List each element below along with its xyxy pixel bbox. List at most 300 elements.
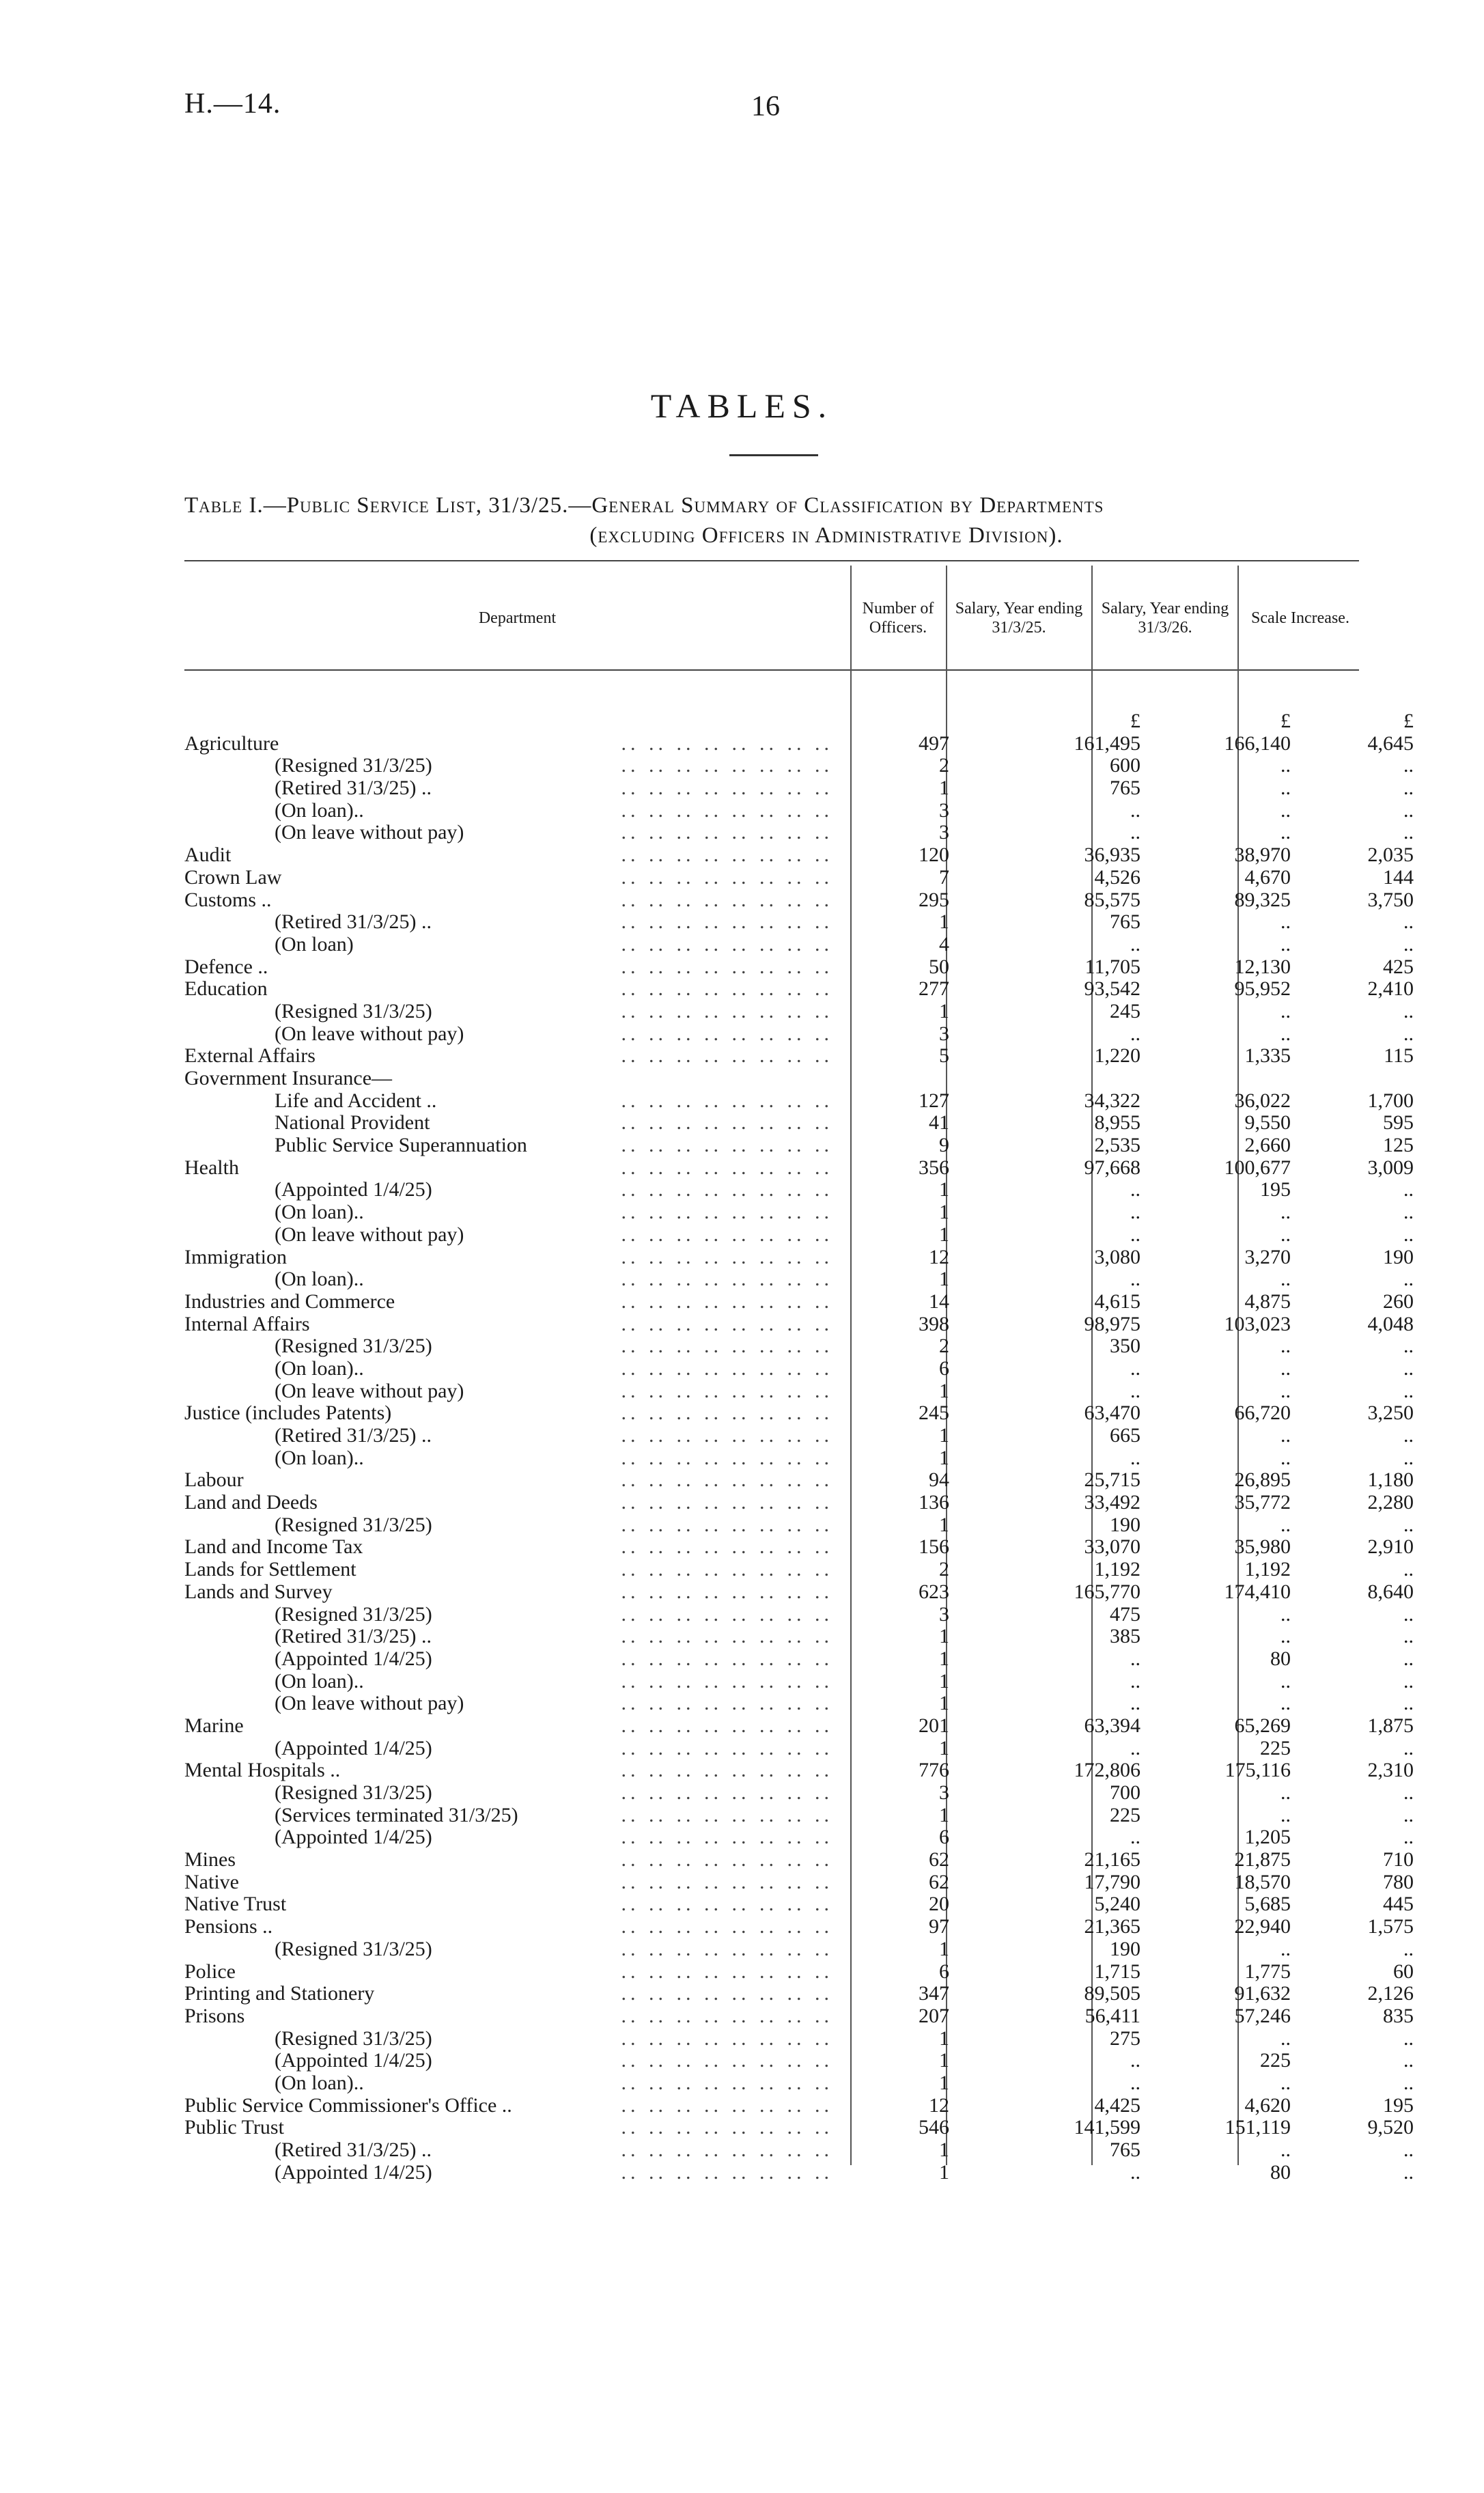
salary-25-cell: 63,394	[1084, 1714, 1140, 1737]
officers-cell: 1	[939, 1424, 949, 1447]
increase-cell: 835	[1383, 2004, 1414, 2027]
header-salary-25: Salary, Year ending 31/3/25.	[955, 600, 1083, 637]
page-reference: H.—14.	[184, 88, 281, 120]
leader-dots: .. .. .. .. .. .. .. ..	[621, 2117, 833, 2139]
salary-25-cell: 36,935	[1084, 844, 1140, 867]
officers-cell: 136	[919, 1491, 949, 1514]
department-label: (Resigned 31/3/25) .. .. .. .. .. .. .. ..	[275, 1782, 833, 1804]
increase-cell: ..	[1403, 1669, 1414, 1693]
header-increase: Scale Increase.	[1251, 609, 1349, 627]
salary-26-cell: 9,550	[1244, 1111, 1291, 1134]
increase-cell: ..	[1403, 1178, 1414, 1201]
department-label: (Resigned 31/3/25) .. .. .. .. .. .. .. ..	[275, 1514, 833, 1536]
table-row	[184, 1335, 1414, 1358]
salary-26-cell: ..	[1280, 1335, 1291, 1358]
increase-cell: ..	[1403, 1826, 1414, 1849]
increase-cell: ..	[1403, 1513, 1414, 1536]
salary-25-cell: ..	[1130, 1379, 1140, 1402]
salary-26-cell: 21,875	[1234, 1848, 1291, 1871]
salary-26-cell: ..	[1280, 1446, 1291, 1469]
salary-25-cell: 34,322	[1084, 1089, 1140, 1112]
department-label: (Appointed 1/4/25) .. .. .. .. .. .. .. ..	[275, 1647, 833, 1670]
salary-26-cell: 80	[1270, 2160, 1291, 2184]
department-label: Public Service Commissioner's Office .. .. .. .. .. .. .. .. ..	[184, 2094, 833, 2117]
officers-cell: 12	[929, 2093, 949, 2117]
leader-dots: .. .. .. .. .. .. .. ..	[621, 1536, 833, 1559]
leader-dots: .. .. .. .. .. .. .. ..	[621, 1357, 833, 1380]
salary-25-cell: 2,535	[1094, 1134, 1140, 1157]
salary-25-cell: 63,470	[1084, 1402, 1140, 1425]
table-row	[184, 2139, 1414, 2162]
salary-25-cell: 25,715	[1084, 1468, 1140, 1492]
increase-cell: ..	[1403, 1602, 1414, 1626]
increase-cell: ..	[1403, 1736, 1414, 1759]
department-label: Lands for Settlement .. .. .. .. .. .. .. ..	[184, 1559, 833, 1581]
unit-increase: £	[1403, 710, 1414, 732]
department-label: (On leave without pay) .. .. .. .. .. .. .. ..	[275, 1693, 833, 1715]
salary-25-cell: 161,495	[1074, 732, 1140, 755]
table-row	[184, 821, 1414, 844]
leader-dots: .. .. .. .. .. .. .. ..	[621, 1268, 833, 1291]
table-row	[184, 999, 1414, 1023]
department-label: (Retired 31/3/25) .. .. .. .. .. .. .. .. ..	[275, 911, 833, 934]
department-label: National Provident .. .. .. .. .. .. .. ..	[275, 1112, 833, 1134]
leader-dots: .. .. .. .. .. .. .. ..	[621, 1983, 833, 2005]
officers-cell: 41	[929, 1111, 949, 1134]
department-label: (Retired 31/3/25) .. .. .. .. .. .. .. .. ..	[275, 2139, 833, 2161]
salary-25-cell: 765	[1110, 777, 1140, 800]
leader-dots: .. .. .. .. .. .. .. ..	[621, 1759, 833, 1782]
table-body	[184, 710, 1414, 2184]
salary-25-cell: ..	[1130, 1022, 1140, 1045]
salary-25-cell: ..	[1130, 1201, 1140, 1224]
officers-cell: 1	[939, 1625, 949, 1648]
increase-cell: 3,009	[1367, 1156, 1414, 1179]
officers-cell: 1	[939, 2139, 949, 2161]
increase-cell: ..	[1403, 1356, 1414, 1380]
officers-cell: 97	[929, 1915, 949, 1938]
page-number: 16	[751, 91, 780, 122]
salary-26-cell: ..	[1280, 999, 1291, 1022]
salary-25-cell: ..	[1130, 1826, 1140, 1849]
leader-dots: .. .. .. .. .. .. .. ..	[621, 777, 833, 800]
officers-cell: 1	[939, 1201, 949, 1224]
salary-26-cell: 4,670	[1244, 865, 1291, 889]
leader-dots: .. .. .. .. .. .. .. ..	[621, 1737, 833, 1759]
table-row	[184, 1781, 1414, 1805]
leader-dots: .. .. .. .. .. .. .. ..	[621, 2094, 833, 2117]
department-label: (Services terminated 31/3/25) .. .. .. .. .. .. .. ..	[275, 1804, 833, 1826]
leader-dots: .. .. .. .. .. .. .. ..	[621, 1469, 833, 1492]
salary-26-cell: 1,205	[1244, 1826, 1291, 1849]
department-label: Police .. .. .. .. .. .. .. ..	[184, 1960, 833, 1983]
increase-cell: ..	[1403, 1446, 1414, 1469]
table-row	[184, 888, 1414, 912]
table-row	[184, 1714, 1414, 1738]
leader-dots: .. .. .. .. .. .. .. ..	[621, 1826, 833, 1849]
table-row	[184, 2027, 1414, 2050]
increase-cell: ..	[1403, 932, 1414, 956]
officers-cell: 1	[939, 1268, 949, 1291]
increase-cell: ..	[1403, 1335, 1414, 1358]
officers-cell: 3	[939, 1022, 949, 1045]
increase-cell: 4,645	[1367, 732, 1414, 755]
leader-dots: .. .. .. .. .. .. .. ..	[621, 1223, 833, 1246]
department-label: Internal Affairs .. .. .. .. .. .. .. ..	[184, 1313, 833, 1335]
increase-cell: 195	[1383, 2093, 1414, 2117]
officers-cell: 4	[939, 932, 949, 956]
salary-25-cell: ..	[1130, 1446, 1140, 1469]
officers-cell: 20	[929, 1893, 949, 1916]
leader-dots: .. .. .. .. .. .. .. ..	[621, 1022, 833, 1045]
salary-26-cell: 195	[1260, 1178, 1291, 1201]
salary-25-cell: 765	[1110, 910, 1140, 934]
salary-26-cell: 26,895	[1234, 1468, 1291, 1492]
officers-cell: 3	[939, 1602, 949, 1626]
officers-cell: 5	[939, 1044, 949, 1068]
salary-26-cell: 5,685	[1244, 1893, 1291, 1916]
leader-dots: .. .. .. .. .. .. .. ..	[621, 844, 833, 867]
table-header-rule	[184, 669, 1359, 671]
leader-dots: .. .. .. .. .. .. .. ..	[621, 1580, 833, 1603]
officers-cell: 62	[929, 1870, 949, 1893]
leader-dots: .. .. .. .. .. .. .. ..	[621, 1626, 833, 1648]
leader-dots: .. .. .. .. .. .. .. ..	[621, 978, 833, 1001]
table-row	[184, 2071, 1414, 2095]
department-label: (Resigned 31/3/25) .. .. .. .. .. .. .. ..	[275, 1000, 833, 1022]
salary-25-cell: ..	[1130, 798, 1140, 822]
caption-line-2: (excluding Officers in Administrative Division).	[589, 523, 1063, 548]
salary-26-cell: ..	[1280, 754, 1291, 777]
department-label: Justice (includes Patents) .. .. .. .. .. .. .. ..	[184, 1402, 833, 1425]
salary-25-cell: 17,790	[1084, 1870, 1140, 1893]
table-row	[184, 1178, 1414, 1201]
table-row	[184, 1468, 1414, 1492]
salary-25-cell: ..	[1130, 1647, 1140, 1670]
department-label: Industries and Commerce .. .. .. .. .. .. .. ..	[184, 1290, 833, 1313]
table-row	[184, 2160, 1414, 2184]
table-row	[184, 1312, 1414, 1336]
table-row	[184, 1893, 1414, 1916]
salary-25-cell: 275	[1110, 2027, 1140, 2050]
increase-cell: 425	[1383, 955, 1414, 978]
salary-26-cell: 1,335	[1244, 1044, 1291, 1068]
officers-cell: 1	[939, 1669, 949, 1693]
department-label: (On leave without pay) .. .. .. .. .. .. .. ..	[275, 1223, 833, 1246]
row-list	[184, 732, 1414, 2184]
officers-cell: 3	[939, 798, 949, 822]
salary-26-cell: ..	[1280, 2027, 1291, 2050]
table-row	[184, 1111, 1414, 1134]
leader-dots: .. .. .. .. .. .. .. ..	[621, 2161, 833, 2184]
salary-26-cell: ..	[1280, 1625, 1291, 1648]
officers-cell: 1	[939, 2049, 949, 2072]
officers-cell: 14	[929, 1290, 949, 1313]
department-label: Native Trust .. .. .. .. .. .. .. ..	[184, 1893, 833, 1916]
increase-cell: 710	[1383, 1848, 1414, 1871]
table-row	[184, 1044, 1414, 1068]
salary-26-cell: 66,720	[1234, 1402, 1291, 1425]
salary-25-cell: ..	[1130, 2160, 1140, 2184]
department-label: (On loan) .. .. .. .. .. .. .. ..	[275, 933, 833, 956]
table-row	[184, 1826, 1414, 1849]
leader-dots: .. .. .. .. .. .. .. ..	[621, 889, 833, 911]
officers-cell: 347	[919, 1982, 949, 2005]
officers-cell: 94	[929, 1468, 949, 1492]
table-row	[184, 1759, 1414, 1782]
increase-cell: ..	[1403, 777, 1414, 800]
department-label: (Appointed 1/4/25) .. .. .. .. .. .. .. ..	[275, 1737, 833, 1759]
department-label: Agriculture .. .. .. .. .. .. .. ..	[184, 732, 833, 755]
salary-25-cell: 190	[1110, 1513, 1140, 1536]
increase-cell: 780	[1383, 1870, 1414, 1893]
increase-cell: 60	[1393, 1960, 1414, 1983]
leader-dots: .. .. .. .. .. .. .. ..	[621, 1246, 833, 1268]
salary-26-cell: 4,620	[1244, 2093, 1291, 2117]
salary-25-cell: 11,705	[1084, 955, 1140, 978]
table-row	[184, 1602, 1414, 1626]
table-row	[184, 1356, 1414, 1380]
table-row	[184, 1960, 1414, 1983]
table-row	[184, 977, 1414, 1001]
leader-dots: .. .. .. .. .. .. .. ..	[621, 1201, 833, 1224]
leader-dots: .. .. .. .. .. .. .. ..	[621, 1313, 833, 1335]
department-label: (On leave without pay) .. .. .. .. .. .. .. ..	[275, 822, 833, 844]
table-row	[184, 1937, 1414, 1961]
officers-cell: 156	[919, 1535, 949, 1559]
leader-dots: .. .. .. .. .. .. .. ..	[621, 2050, 833, 2072]
leader-dots: .. .. .. .. .. .. .. ..	[621, 1290, 833, 1313]
table-row	[184, 865, 1414, 889]
increase-cell: ..	[1403, 2071, 1414, 2094]
salary-25-cell: 98,975	[1084, 1312, 1140, 1335]
salary-26-cell: 1,192	[1244, 1558, 1291, 1581]
department-label: (Resigned 31/3/25) .. .. .. .. .. .. .. ..	[275, 755, 833, 777]
salary-26-cell: ..	[1280, 1692, 1291, 1715]
leader-dots: .. .. .. .. .. .. .. ..	[621, 1714, 833, 1737]
table-row	[184, 1669, 1414, 1693]
salary-25-cell: ..	[1130, 1356, 1140, 1380]
table-row	[184, 1848, 1414, 1871]
salary-26-cell: ..	[1280, 1424, 1291, 1447]
salary-26-cell: ..	[1280, 1268, 1291, 1291]
officers-cell: 2	[939, 754, 949, 777]
table-caption	[184, 490, 1359, 551]
unit-salary-26: £	[1280, 710, 1291, 732]
department-label: External Affairs .. .. .. .. .. .. .. ..	[184, 1045, 833, 1068]
officers-cell: 1	[939, 2071, 949, 2094]
department-label: Prisons .. .. .. .. .. .. .. ..	[184, 2005, 833, 2027]
leader-dots: .. .. .. .. .. .. .. ..	[621, 1156, 833, 1179]
increase-cell: 4,048	[1367, 1312, 1414, 1335]
unit-salary-25: £	[1130, 710, 1140, 732]
increase-cell: 2,910	[1367, 1535, 1414, 1559]
officers-cell: 356	[919, 1156, 949, 1179]
table-row	[184, 1268, 1414, 1291]
table-row	[184, 1535, 1414, 1559]
salary-26-cell: ..	[1280, 1803, 1291, 1826]
increase-cell: ..	[1403, 1803, 1414, 1826]
increase-cell: 2,280	[1367, 1491, 1414, 1514]
table-row	[184, 1223, 1414, 1246]
salary-26-cell: 166,140	[1224, 732, 1291, 755]
officers-cell: 6	[939, 1356, 949, 1380]
leader-dots: .. .. .. .. .. .. .. ..	[621, 1402, 833, 1425]
department-label: Health .. .. .. .. .. .. .. ..	[184, 1156, 833, 1179]
leader-dots: .. .. .. .. .. .. .. ..	[621, 1045, 833, 1068]
table-top-rule	[184, 560, 1359, 561]
salary-26-cell: 35,980	[1234, 1535, 1291, 1559]
officers-cell: 1	[939, 777, 949, 800]
increase-cell: 2,035	[1367, 844, 1414, 867]
officers-cell: 1	[939, 1937, 949, 1960]
leader-dots: .. .. .. .. .. .. .. ..	[621, 1804, 833, 1826]
officers-cell: 245	[919, 1402, 949, 1425]
salary-25-cell: ..	[1130, 1268, 1140, 1291]
table-row	[184, 2116, 1414, 2139]
salary-26-cell: ..	[1280, 1781, 1291, 1804]
increase-cell: ..	[1403, 2049, 1414, 2072]
increase-cell: ..	[1403, 754, 1414, 777]
units-row	[184, 710, 1414, 733]
officers-cell: 9	[939, 1134, 949, 1157]
officers-cell: 1	[939, 2160, 949, 2184]
officers-cell: 3	[939, 821, 949, 844]
department-label: (Appointed 1/4/25) .. .. .. .. .. .. .. ..	[275, 1826, 833, 1849]
salary-25-cell: ..	[1130, 1736, 1140, 1759]
salary-26-cell: 225	[1260, 1736, 1291, 1759]
leader-dots: .. .. .. .. .. .. .. ..	[621, 1447, 833, 1469]
header-salary-26: Salary, Year ending 31/3/26.	[1101, 600, 1229, 637]
department-label: Audit .. .. .. .. .. .. .. ..	[184, 844, 833, 867]
leader-dots: .. .. .. .. .. .. .. ..	[621, 933, 833, 956]
increase-cell: ..	[1403, 1379, 1414, 1402]
increase-cell: 2,126	[1367, 1982, 1414, 2005]
salary-26-cell: 65,269	[1234, 1714, 1291, 1737]
salary-26-cell: 12,130	[1234, 955, 1291, 978]
department-label: (Retired 31/3/25) .. .. .. .. .. .. .. .. ..	[275, 777, 833, 800]
leader-dots: .. .. .. .. .. .. .. ..	[621, 2027, 833, 2050]
increase-cell: 125	[1383, 1134, 1414, 1157]
increase-cell: 115	[1384, 1044, 1414, 1068]
officers-cell: 623	[919, 1580, 949, 1603]
salary-25-cell: 1,715	[1094, 1960, 1140, 1983]
department-label: Labour .. .. .. .. .. .. .. ..	[184, 1469, 833, 1492]
leader-dots: .. .. .. .. .. .. .. ..	[621, 2005, 833, 2027]
salary-25-cell: 21,365	[1084, 1915, 1140, 1938]
department-label: Land and Deeds .. .. .. .. .. .. .. ..	[184, 1492, 833, 1514]
salary-25-cell: 1,220	[1094, 1044, 1140, 1068]
officers-cell: 1	[939, 1178, 949, 1201]
salary-26-cell: ..	[1280, 1669, 1291, 1693]
salary-26-cell: ..	[1280, 1513, 1291, 1536]
salary-26-cell: ..	[1280, 1201, 1291, 1224]
leader-dots: .. .. .. .. .. .. .. ..	[621, 1492, 833, 1514]
salary-25-cell: 5,240	[1094, 1893, 1140, 1916]
leader-dots: .. .. .. .. .. .. .. ..	[621, 1647, 833, 1670]
table-row	[184, 1982, 1414, 2005]
department-label: (Appointed 1/4/25) .. .. .. .. .. .. .. ..	[275, 2161, 833, 2184]
officers-cell: 1	[939, 2027, 949, 2050]
increase-cell: ..	[1403, 2027, 1414, 2050]
salary-26-cell: 38,970	[1234, 844, 1291, 867]
salary-25-cell: 245	[1110, 999, 1140, 1022]
leader-dots: .. .. .. .. .. .. .. ..	[621, 1514, 833, 1536]
officers-cell: 776	[919, 1759, 949, 1782]
table-row	[184, 1379, 1414, 1403]
officers-cell: 1	[939, 1223, 949, 1246]
salary-25-cell: 4,526	[1094, 865, 1140, 889]
leader-dots: .. .. .. .. .. .. .. ..	[621, 1000, 833, 1022]
salary-25-cell: 93,542	[1084, 977, 1140, 1001]
officers-cell: 1	[939, 910, 949, 934]
officers-cell: 2	[939, 1335, 949, 1358]
salary-26-cell: 80	[1270, 1647, 1291, 1670]
increase-cell: ..	[1403, 2139, 1414, 2161]
salary-25-cell: 141,599	[1074, 2116, 1140, 2139]
salary-26-cell: ..	[1280, 1022, 1291, 1045]
department-label: Customs .. .. .. .. .. .. .. .. ..	[184, 889, 833, 911]
department-label: (On loan).. .. .. .. .. .. .. .. ..	[275, 1357, 833, 1380]
salary-25-cell: 33,492	[1084, 1491, 1140, 1514]
salary-26-cell: ..	[1280, 1602, 1291, 1626]
officers-cell: 3	[939, 1781, 949, 1804]
increase-cell: 260	[1383, 1290, 1414, 1313]
leader-dots: .. .. .. .. .. .. .. ..	[621, 1916, 833, 1938]
department-label: (Resigned 31/3/25) .. .. .. .. .. .. .. ..	[275, 1335, 833, 1358]
officers-cell: 1	[939, 1692, 949, 1715]
salary-26-cell: 174,410	[1224, 1580, 1291, 1603]
salary-26-cell: 89,325	[1234, 888, 1291, 911]
salary-26-cell: ..	[1280, 1223, 1291, 1246]
officers-cell: 1	[939, 1446, 949, 1469]
salary-25-cell: 190	[1110, 1937, 1140, 1960]
leader-dots: .. .. .. .. .. .. .. ..	[621, 1893, 833, 1916]
salary-26-cell: ..	[1280, 910, 1291, 934]
officers-cell: 277	[919, 977, 949, 1001]
department-label: (On loan).. .. .. .. .. .. .. .. ..	[275, 799, 833, 822]
table-row	[184, 798, 1414, 822]
salary-26-cell: 22,940	[1234, 1915, 1291, 1938]
leader-dots: .. .. .. .. .. .. .. ..	[621, 1782, 833, 1804]
increase-cell: ..	[1403, 999, 1414, 1022]
salary-25-cell: ..	[1130, 932, 1140, 956]
officers-cell: 6	[939, 1826, 949, 1849]
salary-26-cell: 2,660	[1244, 1134, 1291, 1157]
department-label: (On loan).. .. .. .. .. .. .. .. ..	[275, 1447, 833, 1469]
department-label: (Retired 31/3/25) .. .. .. .. .. .. .. .. ..	[275, 1425, 833, 1447]
department-label: (Appointed 1/4/25) .. .. .. .. .. .. .. ..	[275, 1179, 833, 1201]
officers-cell: 62	[929, 1848, 949, 1871]
department-label: Mental Hospitals .. .. .. .. .. .. .. .. ..	[184, 1759, 833, 1782]
department-label: Education .. .. .. .. .. .. .. ..	[184, 978, 833, 1001]
leader-dots: .. .. .. .. .. .. .. ..	[621, 1938, 833, 1960]
table-row	[184, 1290, 1414, 1313]
salary-25-cell: 225	[1110, 1803, 1140, 1826]
officers-cell: 7	[939, 865, 949, 889]
salary-25-cell: 665	[1110, 1424, 1140, 1447]
salary-26-cell: ..	[1280, 1356, 1291, 1380]
salary-25-cell: 56,411	[1084, 2004, 1140, 2027]
table-row	[184, 732, 1414, 755]
department-label: (Resigned 31/3/25) .. .. .. .. .. .. .. ..	[275, 1938, 833, 1960]
increase-cell: ..	[1403, 1647, 1414, 1670]
leader-dots: .. .. .. .. .. .. .. ..	[621, 822, 833, 844]
salary-26-cell: 3,270	[1244, 1245, 1291, 1268]
department-label: Mines .. .. .. .. .. .. .. ..	[184, 1849, 833, 1871]
increase-cell: 1,875	[1367, 1714, 1414, 1737]
increase-cell: ..	[1403, 1268, 1414, 1291]
